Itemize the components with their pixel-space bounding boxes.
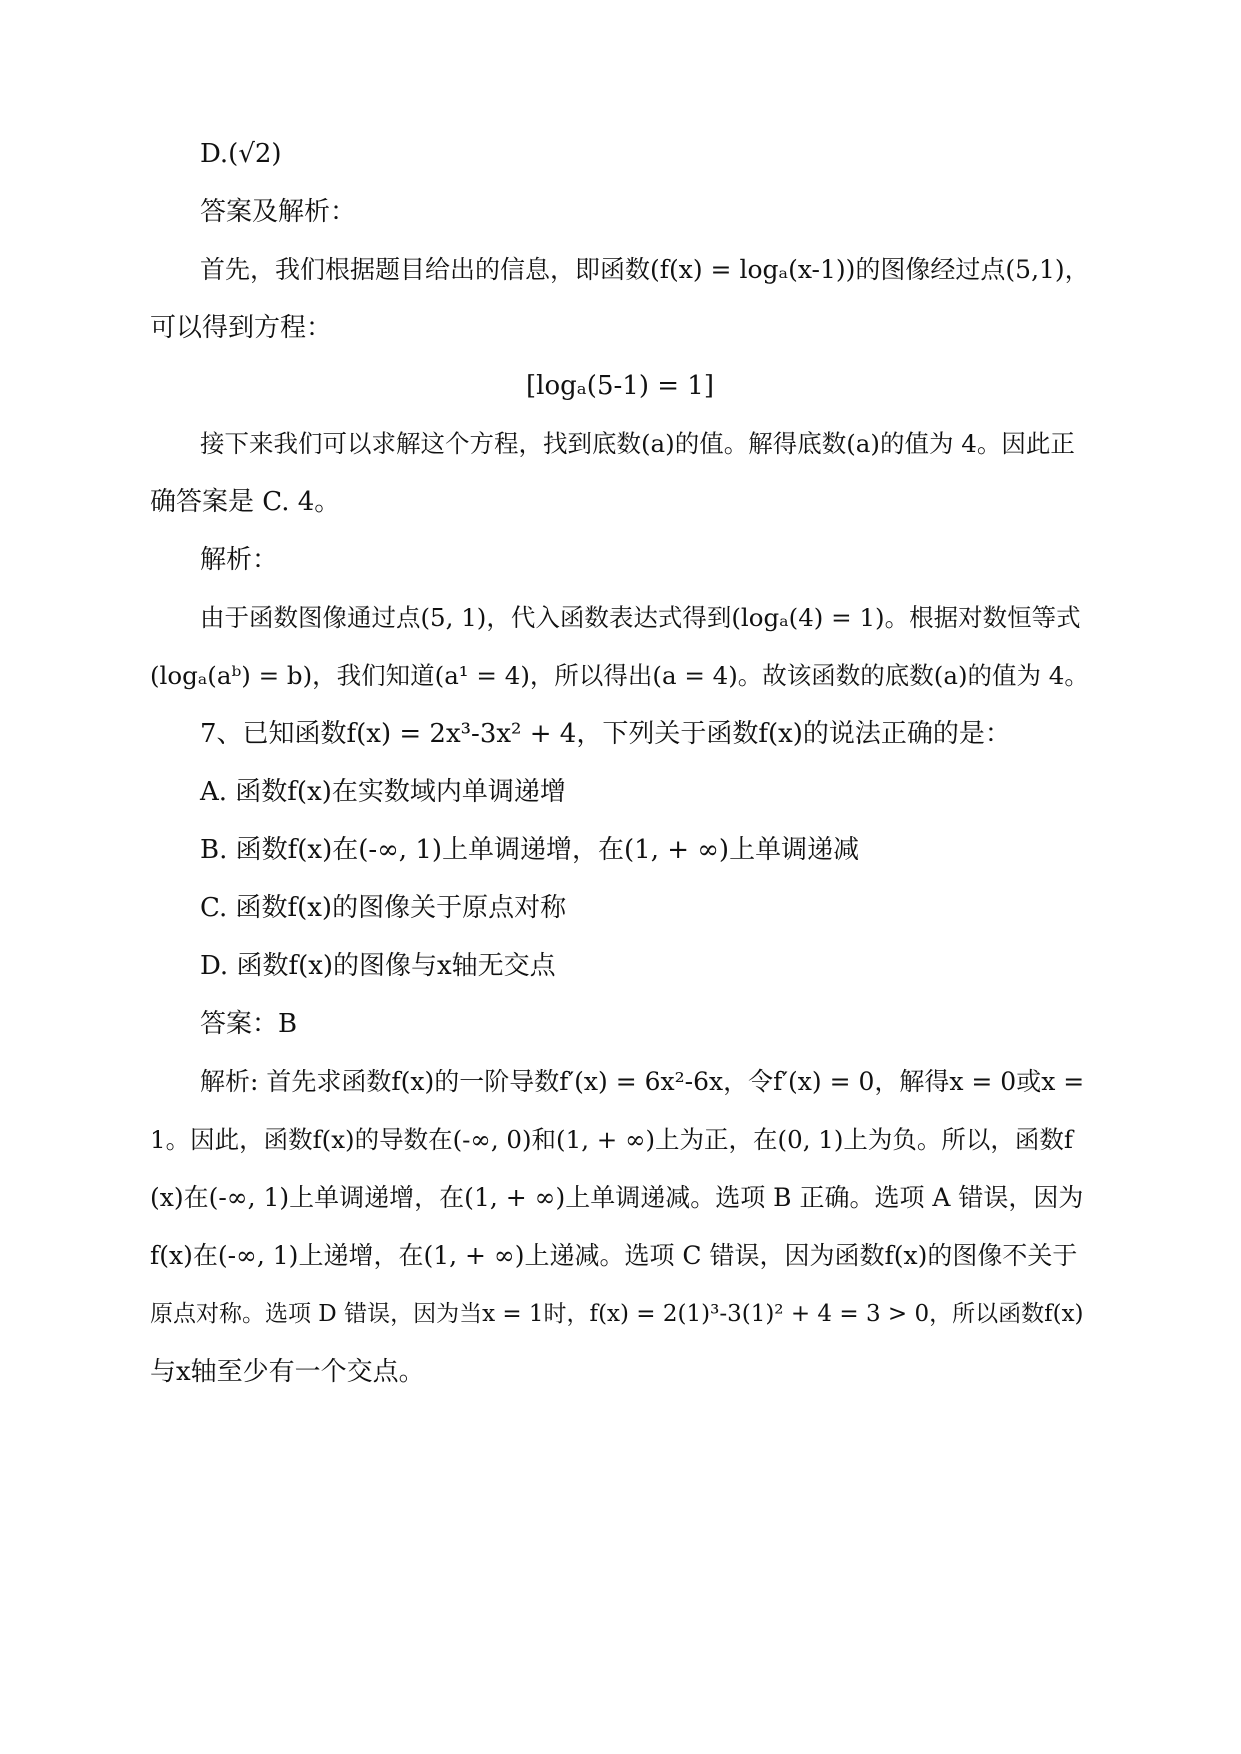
paragraph-line: 由于函数图像通过点(5, 1)，代入函数表达式得到(logₐ(4) = 1)。根据对数恒等式 xyxy=(200,603,1081,632)
option-a: A. 函数f(x)在实数域内单调递增 xyxy=(200,777,566,807)
analysis-heading: 解析： xyxy=(200,545,279,575)
question-7: 7、已知函数f(x) = 2x³-3x² + 4，下列关于函数f(x)的说法正确的是： xyxy=(200,719,1011,749)
paragraph-line: 与x轴至少有一个交点。 xyxy=(150,1357,425,1387)
paragraph-line: 1。因此，函数f(x)的导数在(-∞, 0)和(1, + ∞)上为正，在(0, 1)上为负。所以，函数f xyxy=(150,1125,1073,1154)
paragraph-line: 解析: 首先求函数f(x)的一阶导数f′(x) = 6x²-6x，令f′(x) = 0，解得x = 0或x = xyxy=(200,1067,1085,1096)
answer-heading: 答案及解析： xyxy=(200,197,357,227)
answer-line: 答案：B xyxy=(200,1009,298,1039)
paragraph-line: 确答案是 C. 4。 xyxy=(150,487,341,517)
paragraph-line: (x)在(-∞, 1)上单调递增，在(1, + ∞)上单调递减。选项 B 正确。选项 A 错误，因为 xyxy=(150,1183,1084,1212)
option-b: B. 函数f(x)在(-∞, 1)上单调递增，在(1, + ∞)上单调递减 xyxy=(200,835,860,865)
paragraph-line: 接下来我们可以求解这个方程，找到底数(a)的值。解得底数(a)的值为 4。因此正 xyxy=(200,429,1075,458)
paragraph-line: (logₐ(aᵇ) = b)，我们知道(a¹ = 4)，所以得出(a = 4)。故该函数的底数(a)的值为 4。 xyxy=(150,661,1089,690)
option-d-line: D.(√2) xyxy=(200,139,282,169)
equation: [logₐ(5-1) = 1] xyxy=(526,371,714,401)
paragraph-line: 原点对称。选项 D 错误，因为当x = 1时，f(x) = 2(1)³-3(1)² + 4 = 3 > 0，所以函数f(x) xyxy=(150,1301,1084,1327)
option-c: C. 函数f(x)的图像关于原点对称 xyxy=(200,893,567,923)
paragraph-line: 可以得到方程： xyxy=(150,313,333,343)
paragraph-line: 首先，我们根据题目给出的信息，即函数(f(x) = logₐ(x-1))的图像经过点(5,1)， xyxy=(200,255,1090,284)
paragraph-line: f(x)在(-∞, 1)上递增，在(1, + ∞)上递减。选项 C 错误，因为函数f(x)的图像不关于 xyxy=(150,1241,1078,1270)
option-d: D. 函数f(x)的图像与x轴无交点 xyxy=(200,951,556,981)
